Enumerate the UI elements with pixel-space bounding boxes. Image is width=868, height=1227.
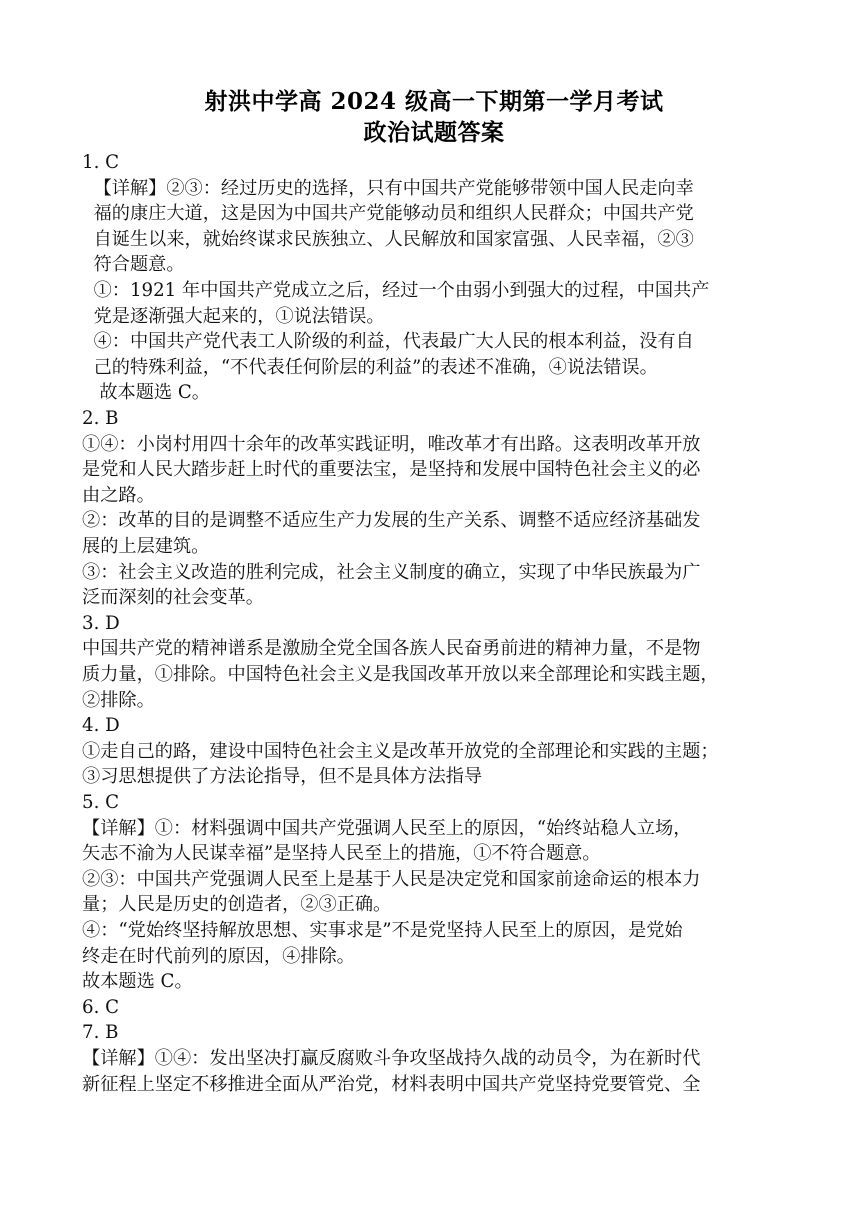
document-subtitle: 政治试题答案 (363, 119, 505, 146)
text-line: 是党和人民大踏步赶上时代的重要法宝，是坚持和发展中国特色社会主义的必 (82, 459, 701, 481)
text-line: ②③：中国共产党强调人民至上是基于人民是决定党和国家前途命运的根本力 (82, 868, 701, 890)
text-line: 由之路。 (82, 484, 155, 506)
text-line: 福的康庄大道，这是因为中国共产党能够动员和组织人民群众；中国共产党 (82, 203, 694, 225)
text-line: 2. B (82, 408, 119, 429)
text-line: 党是逐渐强大起来的，①说法错误。 (82, 305, 385, 327)
text-line: ④：中国共产党代表工人阶级的利益，代表最广大人民的根本利益，没有自 (82, 331, 694, 353)
text-line: ①：1921 年中国共产党成立之后，经过一个由弱小到强大的过程，中国共产 (82, 280, 710, 301)
text-line: 7. B (82, 1022, 119, 1044)
text-line: 符合题意。 (82, 254, 185, 276)
text-line: 展的上层建筑。 (82, 536, 210, 557)
text-line: 泛而深刻的社会变革。 (82, 587, 264, 609)
text-line: 矢志不渝为人民谋幸福”是坚持人民至上的措施，①不符合题意。 (82, 843, 601, 865)
text-line: 5. C (82, 792, 120, 813)
text-line: 新征程上坚定不移推进全面从严治党，材料表明中国共产党坚持党要管党、全 (82, 1073, 701, 1095)
text-line: ③习思想提供了方法论指导，但不是具体方法指导 (82, 766, 483, 788)
text-line: ④：“党始终坚持解放思想、实事求是”不是党坚持人民至上的原因，是党始 (82, 920, 683, 941)
text-line: 量；人民是历史的创造者，②③正确。 (82, 894, 392, 916)
text-line: ③：社会主义改造的胜利完成，社会主义制度的确立，实现了中华民族最为广 (82, 561, 701, 583)
text-line: 1. C (82, 152, 120, 173)
text-line: 【详解】②③：经过历史的选择，只有中国共产党能够带领中国人民走向幸 (82, 177, 694, 199)
text-line: 4. D (82, 715, 120, 737)
text-line: 质力量，①排除。中国特色社会主义是我国改革开放以来全部理论和实践主题， (82, 664, 719, 685)
text-line: 自诞生以来，就始终谋求民族独立、人民解放和国家富强、人民幸福，②③ (82, 228, 694, 250)
text-line: 【详解】①：材料强调中国共产党强调人民至上的原因，“始终站稳人立场， (82, 817, 692, 839)
text-line: ②：改革的目的是调整不适应生产力发展的生产关系、调整不适应经济基础发 (82, 510, 701, 532)
text-line: 故本题选 C。 (82, 382, 210, 404)
text-line: 【详解】①④：发出坚决打赢反腐败斗争攻坚战持久战的动员令，为在新时代 (82, 1048, 701, 1069)
text-line: ①④：小岗村用四十余年的改革实践证明，唯改革才有出路。这表明改革开放 (82, 433, 701, 455)
text-line: ①走自己的路，建设中国特色社会主义是改革开放党的全部理论和实践的主题； (82, 740, 719, 762)
text-line: 故本题选 C。 (82, 971, 193, 993)
text-line: 终走在时代前列的原因，④排除。 (82, 945, 355, 967)
text-line: ②排除。 (82, 689, 155, 711)
text-line: 中国共产党的精神谱系是激励全党全国各族人民奋勇前进的精神力量，不是物 (82, 638, 701, 660)
text-line: 3. D (82, 612, 120, 634)
text-line: 6. C (82, 996, 120, 1018)
text-line: 己的特殊利益，“不代表任何阶层的利益”的表述不准确，④说法错误。 (82, 356, 658, 378)
document-title: 射洪中学高 2024 级高一下期第一学月考试 (204, 88, 664, 115)
